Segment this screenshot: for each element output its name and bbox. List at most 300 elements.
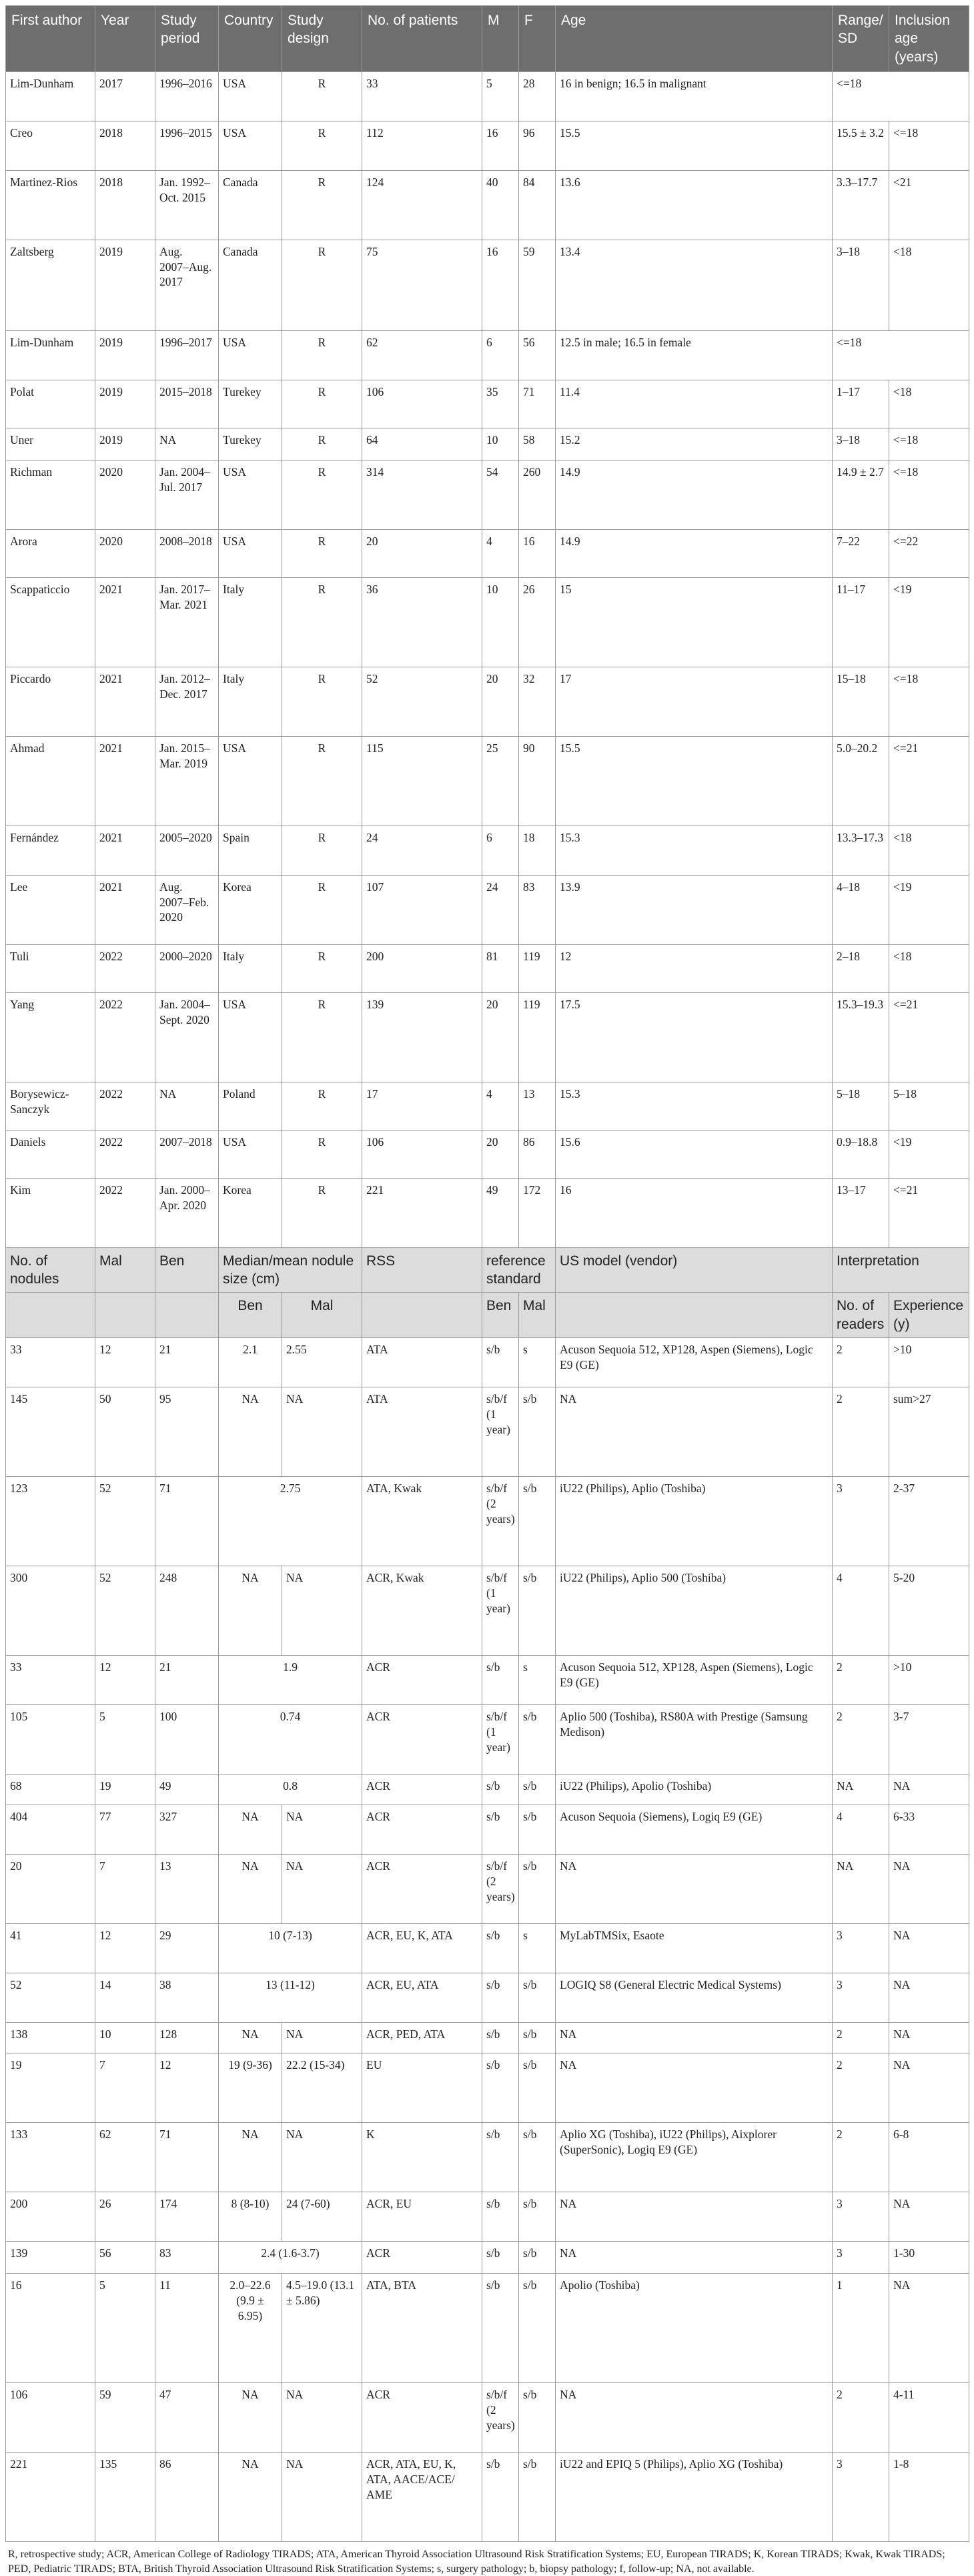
header-study-period: Study period [155, 6, 219, 72]
cell-year: 2019 [95, 240, 155, 330]
cell-male: 40 [482, 170, 519, 240]
cell-experience: 4-11 [889, 2383, 969, 2453]
cell-benign: 83 [155, 2242, 219, 2274]
cell-nodule-size: 10 (7-13) [219, 1924, 362, 1973]
cell-us-model: Aplio XG (Toshiba), iU22 (Philips), Aixplorer (SuperSonic), Logiq E9 (GE) [556, 2123, 833, 2192]
cell-patients: 314 [362, 460, 482, 529]
header-year: Year [95, 6, 155, 72]
cell-readers: 3 [833, 1973, 889, 2023]
study-table-container [5, 5, 969, 2576]
cell-ref-benign: s/b [482, 2023, 519, 2053]
cell-benign: 248 [155, 1566, 219, 1656]
cell-us-model: iU22 (Philips), Apolio (Toshiba) [556, 1775, 833, 1805]
cell-study-design: R [282, 121, 362, 170]
cell-range-sd: 13–17 [833, 1178, 889, 1247]
cell-first-author: Zaltsberg [6, 240, 95, 330]
cell-ref-benign: s/b [482, 2274, 519, 2383]
cell-malignant: 77 [95, 1805, 155, 1855]
cell-year: 2019 [95, 428, 155, 460]
cell-malignant: 12 [95, 1338, 155, 1387]
cell-male: 10 [482, 428, 519, 460]
cell-size-malignant: 22.2 (15-34) [282, 2053, 362, 2123]
cell-rss: ACR [362, 1855, 482, 1924]
cell-size-benign: NA [219, 1566, 282, 1656]
cell-ref-malignant: s/b [519, 2453, 556, 2542]
cell-size-benign: NA [219, 2453, 282, 2542]
cell-benign: 327 [155, 1805, 219, 1855]
cell-us-model: NA [556, 2053, 833, 2123]
cell-us-model: Apolio (Toshiba) [556, 2274, 833, 2383]
cell-rss: ACR [362, 1705, 482, 1775]
cell-readers: 2 [833, 2023, 889, 2053]
cell-country: USA [219, 71, 282, 121]
table-row [6, 1082, 969, 1130]
cell-male: 16 [482, 240, 519, 330]
table-row [6, 875, 969, 944]
cell-experience: >10 [889, 1656, 969, 1705]
cell-benign: 38 [155, 1973, 219, 2023]
cell-us-model: LOGIQ S8 (General Electric Medical Systems) [556, 1973, 833, 2023]
cell-us-model: Acuson Sequoia 512, XP128, Aspen (Siemens), Logic E9 (GE) [556, 1656, 833, 1705]
cell-malignant: 7 [95, 1855, 155, 1924]
cell-age: 14.9 [556, 460, 833, 529]
cell-female: 260 [519, 460, 556, 529]
cell-range-sd: 3–18 [833, 428, 889, 460]
cell-year: 2021 [95, 736, 155, 826]
cell-country: USA [219, 1130, 282, 1178]
header-rss: RSS [362, 1247, 482, 1293]
cell-patients: 115 [362, 736, 482, 826]
cell-first-author: Creo [6, 121, 95, 170]
table-row [6, 667, 969, 736]
table-row [6, 2053, 969, 2123]
cell-nodules: 139 [6, 2242, 95, 2274]
cell-readers: NA [833, 1775, 889, 1805]
cell-us-model: NA [556, 2023, 833, 2053]
table-row [6, 1705, 969, 1775]
subheader-size-mal: Mal [282, 1293, 362, 1338]
cell-range-sd: 7–22 [833, 529, 889, 577]
cell-age: 15.3 [556, 826, 833, 875]
cell-benign: 71 [155, 1477, 219, 1566]
cell-range-sd: 15.3–19.3 [833, 992, 889, 1082]
cell-us-model: Acuson Sequoia (Siemens), Logiq E9 (GE) [556, 1805, 833, 1855]
cell-study-period: Jan. 2015–Mar. 2019 [155, 736, 219, 826]
cell-first-author: Lim-Dunham [6, 71, 95, 121]
cell-year: 2022 [95, 992, 155, 1082]
cell-experience: NA [889, 2023, 969, 2053]
cell-benign: 13 [155, 1855, 219, 1924]
cell-size-malignant: 2.55 [282, 1338, 362, 1387]
table-row [6, 1775, 969, 1805]
header-study-design: Study design [282, 6, 362, 72]
cell-ref-malignant: s/b [519, 1566, 556, 1656]
cell-age: 13.6 [556, 170, 833, 240]
cell-experience: NA [889, 2274, 969, 2383]
table-row [6, 2242, 969, 2274]
cell-study-design: R [282, 1082, 362, 1130]
cell-ref-malignant: s/b [519, 2274, 556, 2383]
cell-first-author: Polat [6, 380, 95, 428]
table-row [6, 2274, 969, 2383]
cell-male: 35 [482, 380, 519, 428]
table-row [6, 1130, 969, 1178]
cell-country: Italy [219, 577, 282, 667]
cell-nodules: 105 [6, 1705, 95, 1775]
cell-ref-malignant: s/b [519, 1805, 556, 1855]
cell-nodules: 404 [6, 1805, 95, 1855]
cell-malignant: 52 [95, 1477, 155, 1566]
cell-study-design: R [282, 667, 362, 736]
cell-nodule-size: 1.9 [219, 1656, 362, 1705]
cell-ref-malignant: s/b [519, 2023, 556, 2053]
cell-first-author: Lim-Dunham [6, 330, 95, 380]
cell-male: 5 [482, 71, 519, 121]
cell-female: 58 [519, 428, 556, 460]
cell-female: 59 [519, 240, 556, 330]
cell-year: 2018 [95, 170, 155, 240]
cell-patients: 107 [362, 875, 482, 944]
cell-size-malignant: NA [282, 2383, 362, 2453]
cell-study-period: Jan. 2004–Sept. 2020 [155, 992, 219, 1082]
cell-age: 15.2 [556, 428, 833, 460]
cell-experience: NA [889, 1973, 969, 2023]
cell-nodules: 106 [6, 2383, 95, 2453]
cell-nodule-size: 2.4 (1.6-3.7) [219, 2242, 362, 2274]
cell-first-author: Arora [6, 529, 95, 577]
cell-range-sd: 13.3–17.3 [833, 826, 889, 875]
cell-first-author: Yang [6, 992, 95, 1082]
cell-ref-malignant: s [519, 1656, 556, 1705]
cell-range-sd: 15–18 [833, 667, 889, 736]
cell-year: 2020 [95, 460, 155, 529]
cell-readers: 2 [833, 2383, 889, 2453]
cell-female: 56 [519, 330, 556, 380]
cell-benign: 49 [155, 1775, 219, 1805]
cell-male: 20 [482, 1130, 519, 1178]
cell-benign: 47 [155, 2383, 219, 2453]
cell-ref-benign: s/b/f (1 year) [482, 1705, 519, 1775]
cell-study-design: R [282, 1130, 362, 1178]
cell-year: 2021 [95, 826, 155, 875]
cell-ref-benign: s/b/f (2 years) [482, 2383, 519, 2453]
cell-study-period: 1996–2016 [155, 71, 219, 121]
cell-rss: ACR, EU [362, 2192, 482, 2242]
cell-range-sd: 2–18 [833, 944, 889, 992]
cell-male: 6 [482, 330, 519, 380]
cell-study-period: 2000–2020 [155, 944, 219, 992]
cell-country: Spain [219, 826, 282, 875]
cell-country: Italy [219, 944, 282, 992]
table-row [6, 121, 969, 170]
cell-age: 13.9 [556, 875, 833, 944]
cell-readers: 4 [833, 1566, 889, 1656]
cell-nodule-size: 0.8 [219, 1775, 362, 1805]
cell-rss: ATA [362, 1338, 482, 1387]
cell-ref-benign: s/b [482, 2123, 519, 2192]
cell-nodules: 33 [6, 1656, 95, 1705]
cell-readers: 2 [833, 1338, 889, 1387]
header-interpretation: Interpretation [833, 1247, 969, 1293]
cell-first-author: Uner [6, 428, 95, 460]
cell-inclusion-age: <=18 [833, 71, 969, 121]
cell-nodules: 20 [6, 1855, 95, 1924]
cell-us-model: NA [556, 2242, 833, 2274]
cell-year: 2022 [95, 1082, 155, 1130]
cell-year: 2021 [95, 875, 155, 944]
cell-size-benign: NA [219, 2123, 282, 2192]
table-row [6, 2123, 969, 2192]
cell-inclusion-age: 5–18 [889, 1082, 969, 1130]
cell-male: 25 [482, 736, 519, 826]
cell-patients: 75 [362, 240, 482, 330]
cell-us-model: NA [556, 2383, 833, 2453]
subheader-readers: No. of readers [833, 1293, 889, 1338]
cell-size-benign: 19 (9-36) [219, 2053, 282, 2123]
cell-study-period: Jan. 2017–Mar. 2021 [155, 577, 219, 667]
table-row [6, 826, 969, 875]
cell-rss: ACR [362, 1656, 482, 1705]
cell-size-benign: 2.0–22.6 (9.9 ± 6.95) [219, 2274, 282, 2383]
table-row [6, 71, 969, 121]
cell-female: 83 [519, 875, 556, 944]
table-row [6, 736, 969, 826]
cell-female: 16 [519, 529, 556, 577]
cell-us-model: Aplio 500 (Toshiba), RS80A with Prestige (Samsung Medison) [556, 1705, 833, 1775]
cell-country: Turekey [219, 380, 282, 428]
cell-study-period: 2007–2018 [155, 1130, 219, 1178]
cell-inclusion-age: <18 [889, 380, 969, 428]
cell-study-period: 2008–2018 [155, 529, 219, 577]
cell-country: Italy [219, 667, 282, 736]
cell-study-design: R [282, 529, 362, 577]
subheader-ref-ben: Ben [482, 1293, 519, 1338]
cell-ref-malignant: s/b [519, 2383, 556, 2453]
table-row [6, 2192, 969, 2242]
cell-inclusion-age: <=18 [889, 460, 969, 529]
subheader-blank [155, 1293, 219, 1338]
cell-inclusion-age: <21 [889, 170, 969, 240]
cell-range-sd: 3.3–17.7 [833, 170, 889, 240]
cell-age: 11.4 [556, 380, 833, 428]
cell-rss: ACR [362, 1805, 482, 1855]
cell-us-model: MyLabTMSix, Esaote [556, 1924, 833, 1973]
cell-malignant: 26 [95, 2192, 155, 2242]
cell-malignant: 52 [95, 1566, 155, 1656]
cell-age: 14.9 [556, 529, 833, 577]
cell-malignant: 19 [95, 1775, 155, 1805]
part2-header [6, 1247, 969, 1337]
cell-country: USA [219, 460, 282, 529]
cell-patients: 24 [362, 826, 482, 875]
subheader-blank [95, 1293, 155, 1338]
cell-experience: sum>27 [889, 1387, 969, 1477]
cell-inclusion-age: <18 [889, 826, 969, 875]
cell-study-design: R [282, 428, 362, 460]
cell-size-malignant: NA [282, 1387, 362, 1477]
table-row [6, 460, 969, 529]
cell-study-design: R [282, 380, 362, 428]
cell-malignant: 50 [95, 1387, 155, 1477]
cell-inclusion-age: <19 [889, 875, 969, 944]
cell-study-period: 2015–2018 [155, 380, 219, 428]
header-country: Country [219, 6, 282, 72]
cell-readers: 3 [833, 1477, 889, 1566]
cell-size-malignant: NA [282, 2023, 362, 2053]
cell-nodule-size: 2.75 [219, 1477, 362, 1566]
cell-female: 96 [519, 121, 556, 170]
subheader-experience: Experience (y) [889, 1293, 969, 1338]
cell-ref-malignant: s/b [519, 1477, 556, 1566]
cell-range-sd: 5–18 [833, 1082, 889, 1130]
header-first-author: First author [6, 6, 95, 72]
cell-first-author: Kim [6, 1178, 95, 1247]
header-male: M [482, 6, 519, 72]
cell-study-period: Jan. 1992–Oct. 2015 [155, 170, 219, 240]
cell-experience: 1-8 [889, 2453, 969, 2542]
cell-experience: 1-30 [889, 2242, 969, 2274]
table-row [6, 529, 969, 577]
cell-size-benign: NA [219, 2383, 282, 2453]
cell-study-period: 1996–2015 [155, 121, 219, 170]
cell-rss: ACR, Kwak [362, 1566, 482, 1656]
cell-size-benign: NA [219, 1387, 282, 1477]
cell-malignant: 14 [95, 1973, 155, 2023]
cell-inclusion-age: <=18 [833, 330, 969, 380]
cell-ref-malignant: s/b [519, 1387, 556, 1477]
cell-benign: 86 [155, 2453, 219, 2542]
cell-year: 2022 [95, 944, 155, 992]
cell-ref-benign: s/b [482, 1775, 519, 1805]
cell-experience: >10 [889, 1338, 969, 1387]
cell-range-sd: 1–17 [833, 380, 889, 428]
header-range-sd: Range/ SD [833, 6, 889, 72]
cell-age: 15.5 [556, 121, 833, 170]
cell-year: 2021 [95, 667, 155, 736]
cell-range-sd: 11–17 [833, 577, 889, 667]
table-row [6, 2453, 969, 2542]
cell-country: USA [219, 330, 282, 380]
cell-size-benign: 8 (8-10) [219, 2192, 282, 2242]
cell-rss: K [362, 2123, 482, 2192]
cell-size-malignant: 4.5–19.0 (13.1 ± 5.86) [282, 2274, 362, 2383]
cell-male: 20 [482, 667, 519, 736]
cell-study-design: R [282, 944, 362, 992]
cell-age: 16 [556, 1178, 833, 1247]
header-us-model: US model (vendor) [556, 1247, 833, 1293]
cell-female: 119 [519, 992, 556, 1082]
cell-benign: 128 [155, 2023, 219, 2053]
table-row [6, 1387, 969, 1477]
cell-female: 26 [519, 577, 556, 667]
cell-benign: 71 [155, 2123, 219, 2192]
cell-country: Korea [219, 875, 282, 944]
cell-rss: EU [362, 2053, 482, 2123]
cell-rss: ACR [362, 1775, 482, 1805]
cell-nodules: 33 [6, 1338, 95, 1387]
subheader-ref-mal: Mal [519, 1293, 556, 1338]
cell-readers: NA [833, 1855, 889, 1924]
cell-inclusion-age: <19 [889, 1130, 969, 1178]
cell-ref-benign: s/b [482, 1924, 519, 1973]
cell-ref-benign: s/b [482, 2242, 519, 2274]
cell-male: 4 [482, 529, 519, 577]
header-age: Age [556, 6, 833, 72]
cell-study-period: Jan. 2000–Apr. 2020 [155, 1178, 219, 1247]
cell-age: 15.3 [556, 1082, 833, 1130]
cell-inclusion-age: <=21 [889, 992, 969, 1082]
cell-size-malignant: NA [282, 1855, 362, 1924]
cell-female: 90 [519, 736, 556, 826]
cell-male: 16 [482, 121, 519, 170]
part2-body [6, 1338, 969, 2542]
cell-study-period: NA [155, 1082, 219, 1130]
cell-study-design: R [282, 330, 362, 380]
header-ben: Ben [155, 1247, 219, 1293]
cell-readers: 2 [833, 1705, 889, 1775]
cell-experience: NA [889, 1924, 969, 1973]
cell-patients: 106 [362, 380, 482, 428]
cell-study-period: NA [155, 428, 219, 460]
table-row [6, 330, 969, 380]
cell-nodules: 123 [6, 1477, 95, 1566]
cell-range-sd: 0.9–18.8 [833, 1130, 889, 1178]
cell-ref-malignant: s [519, 1338, 556, 1387]
cell-country: Canada [219, 170, 282, 240]
table-row [6, 1566, 969, 1656]
cell-inclusion-age: <=21 [889, 1178, 969, 1247]
cell-nodule-size: 0.74 [219, 1705, 362, 1775]
cell-year: 2018 [95, 121, 155, 170]
cell-readers: 2 [833, 2123, 889, 2192]
cell-year: 2021 [95, 577, 155, 667]
table-row [6, 1924, 969, 1973]
cell-patients: 33 [362, 71, 482, 121]
cell-size-malignant: NA [282, 1805, 362, 1855]
cell-nodules: 52 [6, 1973, 95, 2023]
cell-female: 13 [519, 1082, 556, 1130]
table-row [6, 992, 969, 1082]
cell-country: Turekey [219, 428, 282, 460]
cell-rss: ACR [362, 2242, 482, 2274]
cell-ref-benign: s/b/f (2 years) [482, 1477, 519, 1566]
cell-country: Poland [219, 1082, 282, 1130]
cell-benign: 21 [155, 1338, 219, 1387]
header-row-part1 [6, 6, 969, 72]
cell-benign: 95 [155, 1387, 219, 1477]
cell-readers: 3 [833, 2453, 889, 2542]
cell-female: 172 [519, 1178, 556, 1247]
cell-ref-benign: s/b [482, 1973, 519, 2023]
cell-benign: 174 [155, 2192, 219, 2242]
cell-benign: 100 [155, 1705, 219, 1775]
cell-range-sd: 14.9 ± 2.7 [833, 460, 889, 529]
header-female: F [519, 6, 556, 72]
cell-inclusion-age: <18 [889, 944, 969, 992]
cell-nodules: 19 [6, 2053, 95, 2123]
cell-nodules: 221 [6, 2453, 95, 2542]
cell-rss: ACR, EU, ATA [362, 1973, 482, 2023]
cell-inclusion-age: <=22 [889, 529, 969, 577]
cell-ref-malignant: s/b [519, 2053, 556, 2123]
cell-ref-benign: s/b/f (1 year) [482, 1387, 519, 1477]
cell-experience: 5-20 [889, 1566, 969, 1656]
cell-male: 54 [482, 460, 519, 529]
cell-readers: 4 [833, 1805, 889, 1855]
cell-inclusion-age: <=18 [889, 428, 969, 460]
cell-ref-benign: s/b/f (2 years) [482, 1855, 519, 1924]
cell-malignant: 56 [95, 2242, 155, 2274]
